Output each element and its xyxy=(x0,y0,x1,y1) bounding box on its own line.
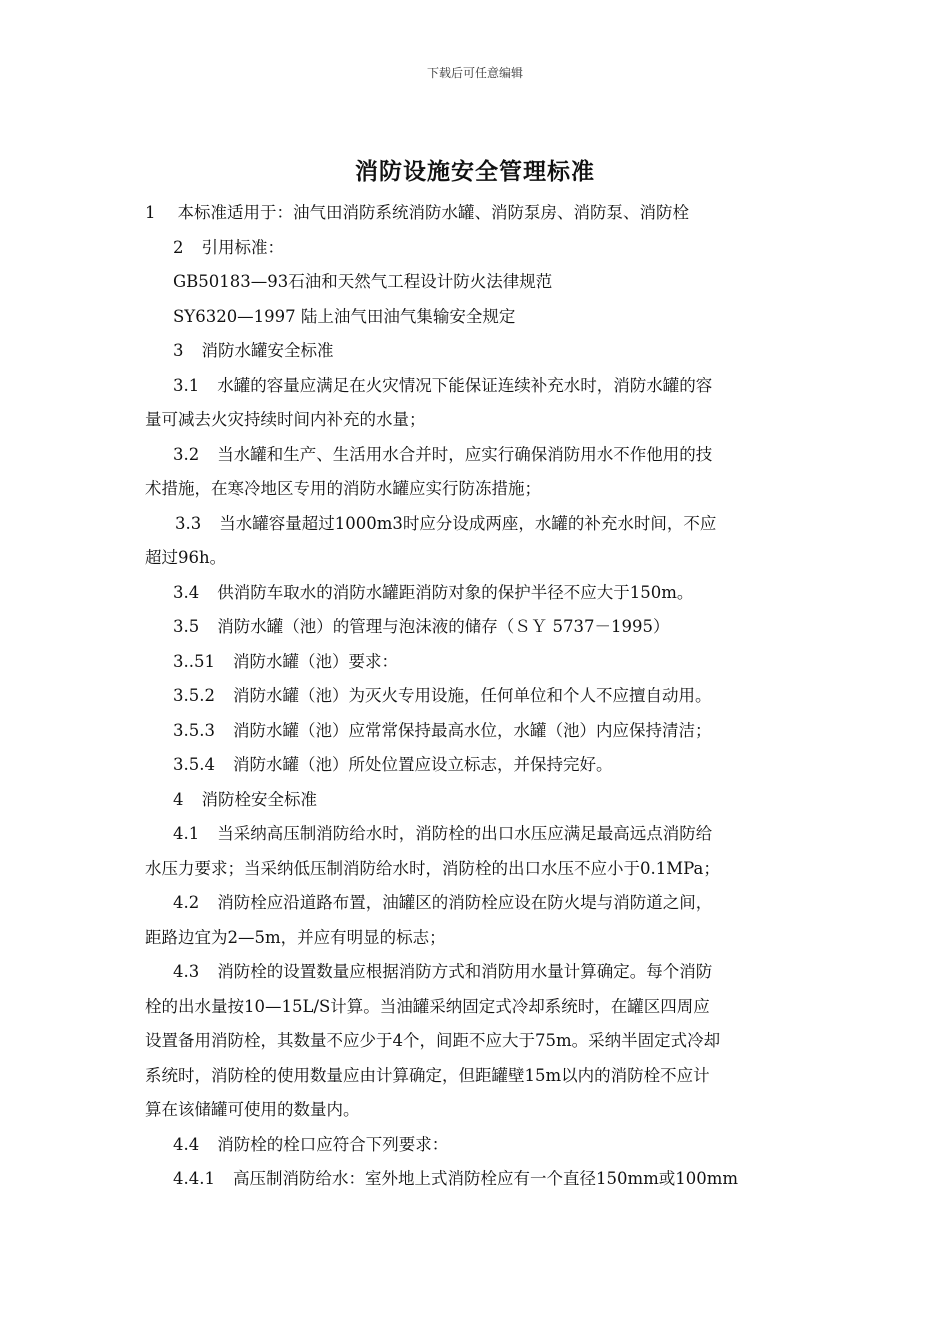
line-text: 消防水罐（池）要求： xyxy=(232,651,398,671)
text-line xyxy=(145,541,807,576)
section-number: 4.4 xyxy=(173,1134,200,1154)
line-text: GB50183—93石油和天然气工程设计防火法律规范 xyxy=(173,272,553,291)
line-text: 算在该储罐可使用的数量内。 xyxy=(145,1100,360,1119)
section-number: 3.5.3 xyxy=(173,720,215,740)
text-line xyxy=(145,1059,807,1094)
line-text: 水罐的容量应满足在火灾情况下能保证连续补充水时，消防水罐的容 xyxy=(217,375,713,395)
section-number: 4.3 xyxy=(173,962,200,981)
line-text: 消防水罐（池）为灭火专用设施，任何单位和个人不应擅自动用。 xyxy=(232,686,712,705)
text-line xyxy=(145,472,807,507)
text-line xyxy=(145,369,807,404)
line-text: 距路边宜为2—5m，并应有明显的标志； xyxy=(145,927,446,947)
text-line xyxy=(145,748,807,783)
document-title: 消防设施安全管理标准 xyxy=(355,158,595,185)
line-text: 消防水罐（池）应常常保持最高水位，水罐（池）内应保持清洁； xyxy=(232,720,712,740)
line-text: 消防水罐（池）的管理与泡沫液的储存（ＳＹ 5737－1995） xyxy=(217,617,670,636)
line-text: 供消防车取水的消防水罐距消防对象的保护半径不应大于150m。 xyxy=(217,582,694,602)
text-line xyxy=(145,783,807,818)
line-text: 当水罐容量超过1000m3时应分设成两座，水罐的补充水时间，不应 xyxy=(219,513,717,533)
text-line xyxy=(145,507,807,542)
text-line xyxy=(145,1162,807,1197)
line-text: 当水罐和生产、生活用水合并时，应实行确保消防用水不作他用的技 xyxy=(217,444,713,464)
line-text: 本标准适用于：油气田消防系统消防水罐、消防泵房、消防泵、消防栓 xyxy=(177,203,689,222)
line-text: 设置备用消防栓，其数量不应少于4个，间距不应大于75m。采纳半固定式冷却 xyxy=(145,1031,721,1050)
line-text: 超过96h。 xyxy=(145,548,227,567)
text-line xyxy=(145,300,807,335)
line-text: 消防水罐安全标准 xyxy=(201,341,334,360)
section-number: 4.2 xyxy=(173,893,200,912)
line-text: 系统时，消防栓的使用数量应由计算确定，但距罐壁15m以内的消防栓不应计 xyxy=(145,1065,710,1085)
line-text: SY6320—1997 陆上油气田油气集输安全规定 xyxy=(173,306,516,326)
text-line xyxy=(145,886,807,921)
section-number: 4.4.1 xyxy=(173,1169,215,1188)
section-number: 3.5.2 xyxy=(173,686,215,705)
text-line xyxy=(145,196,807,231)
text-line xyxy=(145,852,807,887)
line-text: 量可减去火灾持续时间内补充的水量； xyxy=(145,410,426,429)
line-text: 引用标准： xyxy=(201,237,284,257)
section-number: 3 xyxy=(173,341,184,360)
text-line xyxy=(145,921,807,956)
text-line xyxy=(145,403,807,438)
section-number: 1 xyxy=(145,203,156,222)
line-text: 水压力要求；当采纳低压制消防给水时，消防栓的出口水压不应小于0.1MPa； xyxy=(145,858,720,878)
section-number: 4 xyxy=(173,789,184,809)
text-line xyxy=(145,955,807,990)
text-line xyxy=(145,1093,807,1128)
text-line xyxy=(145,334,807,369)
text-line xyxy=(145,438,807,473)
document-body xyxy=(145,196,807,1197)
line-text: 高压制消防给水：室外地上式消防栓应有一个直径150mm或100mm xyxy=(232,1169,739,1188)
line-text: 消防水罐（池）所处位置应设立标志，并保持完好。 xyxy=(232,755,613,774)
text-line xyxy=(145,610,807,645)
line-text: 消防栓的设置数量应根据消防方式和消防用水量计算确定。每个消防 xyxy=(217,962,713,981)
text-line xyxy=(145,1128,807,1163)
line-text: 栓的出水量按10—15L/S计算。当油罐采纳固定式冷却系统时，在罐区四周应 xyxy=(145,996,710,1016)
text-line xyxy=(145,679,807,714)
text-line xyxy=(145,265,807,300)
section-number: 3.3 xyxy=(175,513,202,533)
header-note: 下载后可任意编辑 xyxy=(426,66,523,80)
line-text: 术措施，在寒冷地区专用的消防水罐应实行防冻措施； xyxy=(145,479,541,498)
text-line xyxy=(145,645,807,680)
text-line xyxy=(145,990,807,1025)
section-number: 4.1 xyxy=(173,824,200,843)
section-number: 3.4 xyxy=(173,582,200,602)
section-number: 3.5.4 xyxy=(173,755,215,774)
line-text: 消防栓安全标准 xyxy=(201,789,317,809)
line-text: 当采纳高压制消防给水时，消防栓的出口水压应满足最高远点消防给 xyxy=(217,824,713,843)
text-line xyxy=(145,714,807,749)
section-number: 3..51 xyxy=(173,651,215,671)
text-line xyxy=(145,576,807,611)
section-number: 2 xyxy=(173,237,184,257)
text-line xyxy=(145,1024,807,1059)
section-number: 3.5 xyxy=(173,617,200,636)
section-number: 3.2 xyxy=(173,444,200,464)
section-number: 3.1 xyxy=(173,375,200,395)
line-text: 消防栓应沿道路布置，油罐区的消防栓应设在防火堤与消防道之间， xyxy=(217,893,713,912)
text-line xyxy=(145,231,807,266)
line-text: 消防栓的栓口应符合下列要求： xyxy=(217,1134,449,1154)
text-line xyxy=(145,817,807,852)
